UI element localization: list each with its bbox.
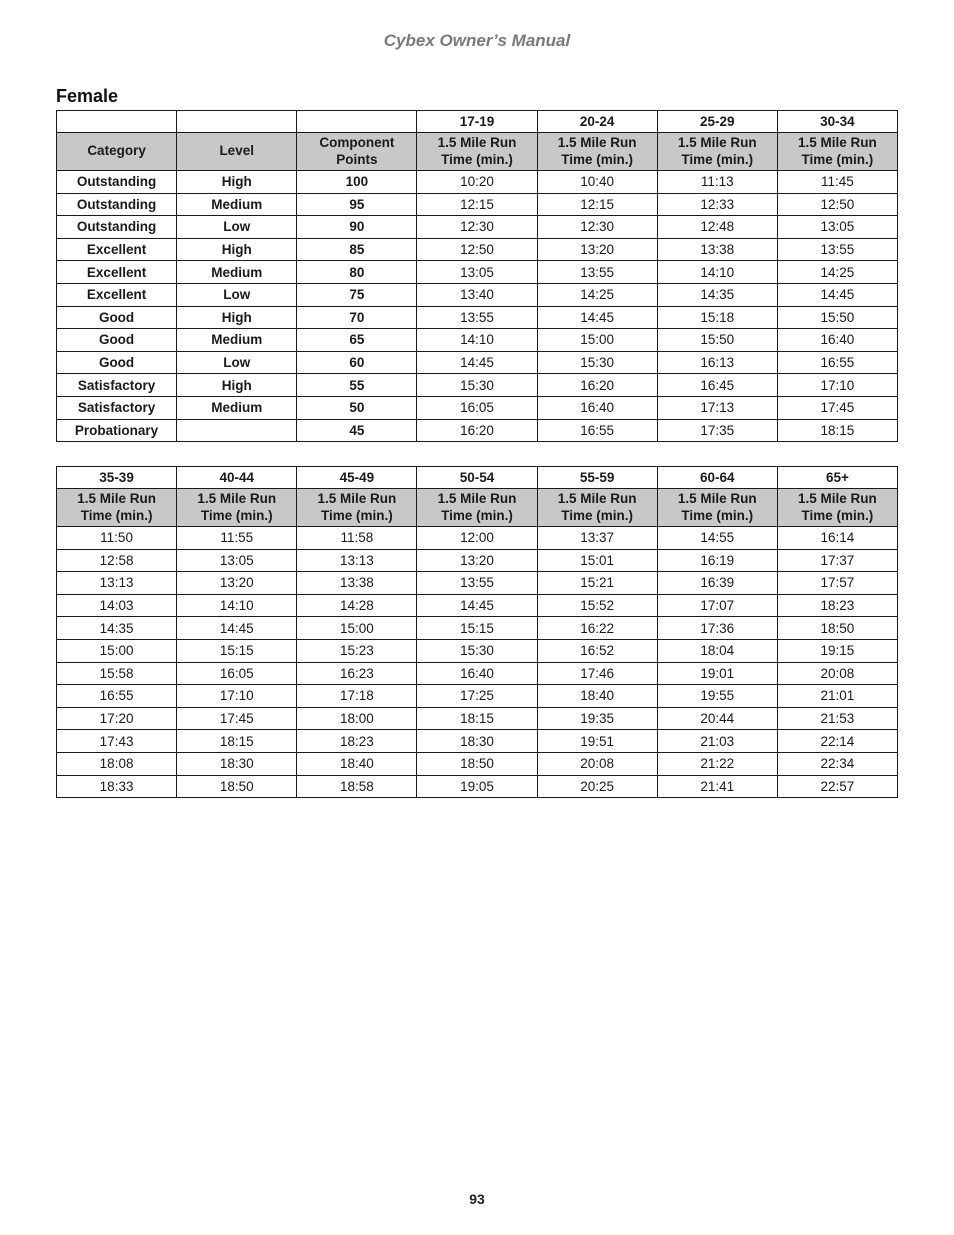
table-cell: 18:15 <box>177 730 297 753</box>
table-cell: 21:41 <box>657 775 777 798</box>
table-cell: 11:50 <box>57 527 177 550</box>
table-cell: High <box>177 171 297 194</box>
column-header-line: Time (min.) <box>441 151 513 167</box>
table-cell: 16:39 <box>657 572 777 595</box>
table-cell: 16:52 <box>537 639 657 662</box>
column-header-cell <box>177 133 297 171</box>
column-header-cell <box>537 133 657 171</box>
table-cell: 15:01 <box>537 549 657 572</box>
table-cell: Excellent <box>57 238 177 261</box>
table-cell: 16:55 <box>537 419 657 442</box>
table-row <box>57 572 898 595</box>
table-cell: 18:50 <box>177 775 297 798</box>
running-header: Cybex Owner’s Manual <box>383 31 571 50</box>
column-header-line: Component <box>319 135 395 150</box>
table-cell: 16:05 <box>417 396 537 419</box>
table-cell: 15:00 <box>57 639 177 662</box>
table-cell: 17:10 <box>177 685 297 708</box>
table-cell: 10:20 <box>417 171 537 194</box>
table-cell: 17:20 <box>57 707 177 730</box>
table-cell: 14:45 <box>537 306 657 329</box>
table-cell: 16:20 <box>417 419 537 442</box>
table-cell: 19:15 <box>777 639 897 662</box>
table-cell: 13:55 <box>777 238 897 261</box>
table-cell: 21:22 <box>657 752 777 775</box>
table-cell: 16:05 <box>177 662 297 685</box>
table-cell: 17:45 <box>777 396 897 419</box>
age-group-header-cell: 30-34 <box>777 111 897 133</box>
page-number: 93 <box>469 1191 485 1207</box>
table-cell: 11:45 <box>777 171 897 194</box>
table-row <box>57 193 898 216</box>
column-header-line: 1.5 Mile Run <box>437 135 517 150</box>
table-cell: 14:03 <box>57 594 177 617</box>
table-cell: 16:13 <box>657 351 777 374</box>
table-cell: 45 <box>297 419 417 442</box>
table-cell: 80 <box>297 261 417 284</box>
table-cell: 13:55 <box>417 306 537 329</box>
table-cell: 21:03 <box>657 730 777 753</box>
table-cell: 16:55 <box>777 351 897 374</box>
age-group-header-cell: 65+ <box>777 467 897 489</box>
table-row <box>57 662 898 685</box>
table-cell: 16:19 <box>657 549 777 572</box>
table-cell: High <box>177 238 297 261</box>
table-cell: 15:50 <box>657 329 777 352</box>
table-cell: 13:13 <box>57 572 177 595</box>
table-row <box>57 306 898 329</box>
table-cell: 19:35 <box>537 707 657 730</box>
table-row <box>57 374 898 397</box>
table-cell: 13:13 <box>297 549 417 572</box>
column-header-cell <box>57 489 177 527</box>
table-cell: Outstanding <box>57 193 177 216</box>
table-cell: 14:10 <box>657 261 777 284</box>
table-cell: Good <box>57 329 177 352</box>
table-cell: 18:08 <box>57 752 177 775</box>
column-header-cell <box>537 489 657 527</box>
table-cell: 75 <box>297 283 417 306</box>
table-cell: 15:30 <box>417 374 537 397</box>
table-cell: Medium <box>177 396 297 419</box>
age-group-header-cell: 55-59 <box>537 467 657 489</box>
table-cell: 16:23 <box>297 662 417 685</box>
table-cell: 12:15 <box>537 193 657 216</box>
column-header-cell <box>657 133 777 171</box>
table-cell: 22:57 <box>777 775 897 798</box>
table-cell: 12:15 <box>417 193 537 216</box>
table-cell: 16:22 <box>537 617 657 640</box>
age-group-header-cell <box>297 111 417 133</box>
table-row <box>57 283 898 306</box>
table-cell: 15:23 <box>297 639 417 662</box>
column-header-line: Time (min.) <box>561 151 634 167</box>
table-cell: 13:40 <box>417 283 537 306</box>
table-cell: 18:50 <box>417 752 537 775</box>
table-cell: 20:25 <box>537 775 657 798</box>
table-row <box>57 329 898 352</box>
table-cell: 12:50 <box>777 193 897 216</box>
age-group-header-cell: 40-44 <box>177 467 297 489</box>
table-cell: 20:08 <box>777 662 897 685</box>
table-cell: 12:48 <box>657 216 777 239</box>
table-cell: 13:38 <box>297 572 417 595</box>
table-cell: 14:10 <box>417 329 537 352</box>
column-header-line: 1.5 Mile Run <box>557 135 637 150</box>
column-header-line: Time (min.) <box>200 507 273 523</box>
table-cell: 15:58 <box>57 662 177 685</box>
column-header-line: 1.5 Mile Run <box>677 491 757 506</box>
table-cell: Excellent <box>57 261 177 284</box>
column-header-line: 1.5 Mile Run <box>77 491 156 506</box>
table-cell: 13:37 <box>537 527 657 550</box>
table-cell: 15:50 <box>777 306 897 329</box>
table-cell: 18:40 <box>537 685 657 708</box>
column-header-line: 1.5 Mile Run <box>437 491 517 506</box>
table-cell: Satisfactory <box>57 374 177 397</box>
table-cell: 13:20 <box>417 549 537 572</box>
column-header-line: 1.5 Mile Run <box>798 135 877 150</box>
column-header-line: 1.5 Mile Run <box>197 491 277 506</box>
column-header-line: Time (min.) <box>681 507 754 523</box>
table-cell: 17:13 <box>657 396 777 419</box>
table-cell: 19:55 <box>657 685 777 708</box>
age-group-header-cell: 20-24 <box>537 111 657 133</box>
table-cell: 16:55 <box>57 685 177 708</box>
table-row <box>57 527 898 550</box>
table-cell: 21:53 <box>777 707 897 730</box>
table-cell: 17:45 <box>177 707 297 730</box>
table-cell: 16:40 <box>537 396 657 419</box>
table-cell: 12:33 <box>657 193 777 216</box>
table-cell: 13:20 <box>177 572 297 595</box>
table-cell: 19:01 <box>657 662 777 685</box>
table-row <box>57 685 898 708</box>
table-row <box>57 171 898 194</box>
table-cell: High <box>177 374 297 397</box>
table-cell: 17:35 <box>657 419 777 442</box>
table-cell: 18:23 <box>297 730 417 753</box>
table-row <box>57 549 898 572</box>
column-header-line: Time (min.) <box>801 151 874 167</box>
table-cell: 60 <box>297 351 417 374</box>
table-cell: 55 <box>297 374 417 397</box>
column-header-line: Level <box>219 143 254 159</box>
column-header-line: Time (min.) <box>801 507 874 523</box>
table-row <box>57 752 898 775</box>
age-group-header-cell: 35-39 <box>57 467 177 489</box>
table-cell: Low <box>177 216 297 239</box>
column-header-line: Time (min.) <box>561 507 634 523</box>
table-cell: Outstanding <box>57 171 177 194</box>
table-cell: 20:44 <box>657 707 777 730</box>
table-cell: 16:14 <box>777 527 897 550</box>
table-cell: High <box>177 306 297 329</box>
table-cell: 18:04 <box>657 639 777 662</box>
table-cell: 22:14 <box>777 730 897 753</box>
table-cell: 15:18 <box>657 306 777 329</box>
column-header-line: Category <box>87 143 146 159</box>
table-cell: 85 <box>297 238 417 261</box>
table-cell <box>177 419 297 442</box>
column-header-line: 1.5 Mile Run <box>557 491 637 506</box>
table-cell: Low <box>177 283 297 306</box>
table-cell: 15:15 <box>417 617 537 640</box>
table-cell: 16:20 <box>537 374 657 397</box>
table-cell: 17:37 <box>777 549 897 572</box>
age-group-header-cell: 50-54 <box>417 467 537 489</box>
age-group-header-cell: 25-29 <box>657 111 777 133</box>
table-row <box>57 775 898 798</box>
table-cell: 14:10 <box>177 594 297 617</box>
column-header-line: Time (min.) <box>80 507 153 523</box>
table-cell: 17:57 <box>777 572 897 595</box>
table-cell: 16:40 <box>417 662 537 685</box>
table-cell: 18:30 <box>417 730 537 753</box>
table-cell: 15:15 <box>177 639 297 662</box>
table-cell: 14:28 <box>297 594 417 617</box>
table-cell: 95 <box>297 193 417 216</box>
table-cell: 15:30 <box>537 351 657 374</box>
column-header-line: Points <box>336 151 378 167</box>
column-header-row <box>57 133 898 171</box>
table-cell: 18:15 <box>417 707 537 730</box>
table-cell: Medium <box>177 261 297 284</box>
table-cell: 13:20 <box>537 238 657 261</box>
age-group-header-cell: 17-19 <box>417 111 537 133</box>
table-cell: 17:43 <box>57 730 177 753</box>
table-cell: 13:38 <box>657 238 777 261</box>
table-cell: 12:58 <box>57 549 177 572</box>
age-group-header-cell <box>57 111 177 133</box>
table-cell: 15:21 <box>537 572 657 595</box>
table-cell: Satisfactory <box>57 396 177 419</box>
table-cell: 18:30 <box>177 752 297 775</box>
table-cell: 15:52 <box>537 594 657 617</box>
table-cell: 14:45 <box>177 617 297 640</box>
column-header-cell <box>777 489 897 527</box>
table-cell: 11:13 <box>657 171 777 194</box>
run-time-table-ages-17-34 <box>56 110 898 442</box>
table-cell: 13:05 <box>417 261 537 284</box>
run-time-table-ages-35-plus <box>56 466 898 798</box>
table-row <box>57 707 898 730</box>
table-cell: 13:55 <box>417 572 537 595</box>
table-cell: 17:10 <box>777 374 897 397</box>
table-cell: 20:08 <box>537 752 657 775</box>
table-row <box>57 261 898 284</box>
column-header-cell <box>417 133 537 171</box>
table-cell: 17:36 <box>657 617 777 640</box>
table-cell: Medium <box>177 329 297 352</box>
table-row <box>57 730 898 753</box>
table-row <box>57 216 898 239</box>
table-row <box>57 238 898 261</box>
table-cell: 13:05 <box>777 216 897 239</box>
table-cell: 18:33 <box>57 775 177 798</box>
age-group-header-row <box>57 111 898 133</box>
age-group-header-cell: 45-49 <box>297 467 417 489</box>
table-cell: 13:05 <box>177 549 297 572</box>
column-header-line: Time (min.) <box>320 507 393 523</box>
table-cell: 21:01 <box>777 685 897 708</box>
table-cell: Medium <box>177 193 297 216</box>
column-header-line: Time (min.) <box>441 507 513 523</box>
section-title: Female <box>56 86 119 106</box>
column-header-line: Time (min.) <box>681 151 754 167</box>
table-cell: 19:51 <box>537 730 657 753</box>
table-cell: 14:45 <box>417 351 537 374</box>
table-cell: Low <box>177 351 297 374</box>
table-row <box>57 617 898 640</box>
column-header-cell <box>57 133 177 171</box>
column-header-cell <box>657 489 777 527</box>
age-group-header-cell: 60-64 <box>657 467 777 489</box>
table-row <box>57 594 898 617</box>
table-cell: 19:05 <box>417 775 537 798</box>
table-cell: Outstanding <box>57 216 177 239</box>
table-cell: 17:07 <box>657 594 777 617</box>
table-row <box>57 639 898 662</box>
column-header-line: 1.5 Mile Run <box>798 491 877 506</box>
table-cell: 50 <box>297 396 417 419</box>
table-cell: 17:25 <box>417 685 537 708</box>
column-header-line: 1.5 Mile Run <box>677 135 757 150</box>
table-cell: 14:45 <box>777 283 897 306</box>
table-cell: 17:18 <box>297 685 417 708</box>
table-cell: 12:30 <box>537 216 657 239</box>
table-cell: 15:30 <box>417 639 537 662</box>
table-cell: 18:50 <box>777 617 897 640</box>
table-cell: 10:40 <box>537 171 657 194</box>
table-row <box>57 419 898 442</box>
column-header-line: 1.5 Mile Run <box>317 491 397 506</box>
table-cell: 14:25 <box>777 261 897 284</box>
table-cell: Good <box>57 306 177 329</box>
table-cell: 13:55 <box>537 261 657 284</box>
table-cell: Good <box>57 351 177 374</box>
table-cell: 22:34 <box>777 752 897 775</box>
column-header-cell <box>777 133 897 171</box>
table-cell: 90 <box>297 216 417 239</box>
table-cell: 18:58 <box>297 775 417 798</box>
table-cell: 15:00 <box>297 617 417 640</box>
table-cell: 16:40 <box>777 329 897 352</box>
table-cell: 100 <box>297 171 417 194</box>
table-cell: 18:40 <box>297 752 417 775</box>
table-cell: 14:35 <box>657 283 777 306</box>
table-cell: 14:35 <box>57 617 177 640</box>
table-cell: 70 <box>297 306 417 329</box>
column-header-cell <box>297 133 417 171</box>
table-cell: 11:55 <box>177 527 297 550</box>
column-header-cell <box>297 489 417 527</box>
age-group-header-cell <box>177 111 297 133</box>
table-cell: 14:45 <box>417 594 537 617</box>
column-header-cell <box>417 489 537 527</box>
table-cell: 65 <box>297 329 417 352</box>
column-header-cell <box>177 489 297 527</box>
table-cell: 12:30 <box>417 216 537 239</box>
age-group-header-row <box>57 467 898 489</box>
table-cell: 18:23 <box>777 594 897 617</box>
table-cell: Excellent <box>57 283 177 306</box>
column-header-row <box>57 489 898 527</box>
table-row <box>57 396 898 419</box>
table-row <box>57 351 898 374</box>
table-cell: 17:46 <box>537 662 657 685</box>
table-cell: 11:58 <box>297 527 417 550</box>
table-cell: 16:45 <box>657 374 777 397</box>
table-cell: 14:25 <box>537 283 657 306</box>
table-cell: Probationary <box>57 419 177 442</box>
table-cell: 12:50 <box>417 238 537 261</box>
table-cell: 15:00 <box>537 329 657 352</box>
table-cell: 18:00 <box>297 707 417 730</box>
table-cell: 14:55 <box>657 527 777 550</box>
table-cell: 18:15 <box>777 419 897 442</box>
table-cell: 12:00 <box>417 527 537 550</box>
